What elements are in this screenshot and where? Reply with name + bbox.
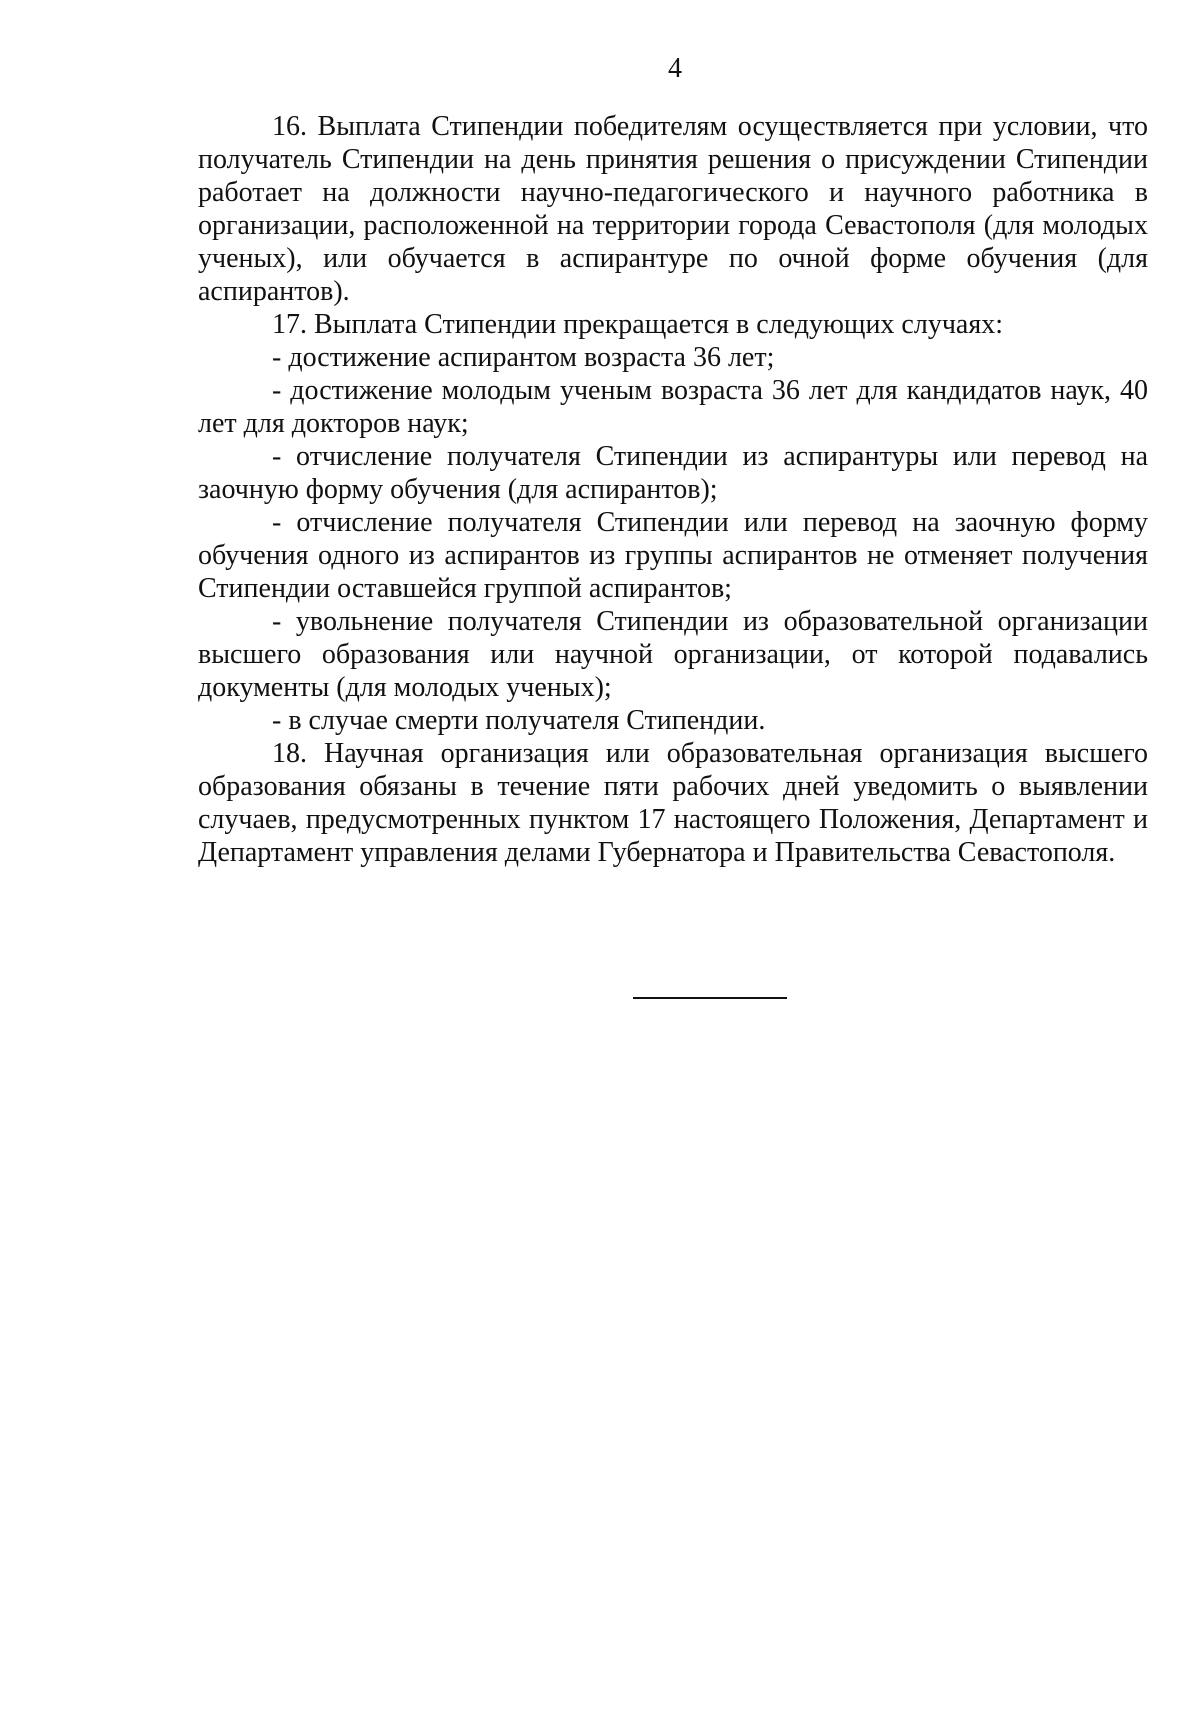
page-number: 4 — [668, 53, 682, 84]
end-separator-line — [633, 997, 787, 999]
list-item-death: - в случае смерти получателя Стипендии. — [272, 705, 766, 736]
list-item-group-expulsion: - отчисление получателя Стипендии или перевод на заочную форму обучения одного из аспирантов из группы аспирантов не отменяет получения Стипендии оставшейся группой аспирантов; — [198, 507, 1148, 604]
list-item-dismissal: - увольнение получателя Стипендии из образовательной организации высшего образования или научной организации, от которой подавались документы (для молодых ученых); — [198, 606, 1148, 703]
paragraph-16: 16. Выплата Стипендии победителям осуществляется при условии, что получатель Стипендии на день принятия решения о присуждении Стипендии работает на должности научно-педагогического и научного работника в организации, расположенной на территории города Севастополя (для молодых ученых), или обучается в аспирантуре по очной форме обучения (для аспирантов). — [198, 111, 1148, 307]
paragraph-17: 17. Выплата Стипендии прекращается в следующих случаях: — [272, 309, 1003, 340]
list-item-age-aspirant: - достижение аспирантом возраста 36 лет; — [272, 342, 775, 373]
paragraph-18: 18. Научная организация или образовательная организация высшего образования обязаны в течение пяти рабочих дней уведомить о выявлении случаев, предусмотренных пунктом 17 настоящего Положения, Департамент и Департамент управления делами Губернатора и Правительства Севастополя. — [198, 738, 1148, 868]
list-item-expulsion: - отчисление получателя Стипендии из аспирантуры или перевод на заочную форму обучения (для аспирантов); — [198, 441, 1148, 505]
list-item-age-scientist: - достижение молодым ученым возраста 36 лет для кандидатов наук, 40 лет для докторов наук; — [198, 375, 1148, 439]
document-body — [198, 110, 1148, 869]
